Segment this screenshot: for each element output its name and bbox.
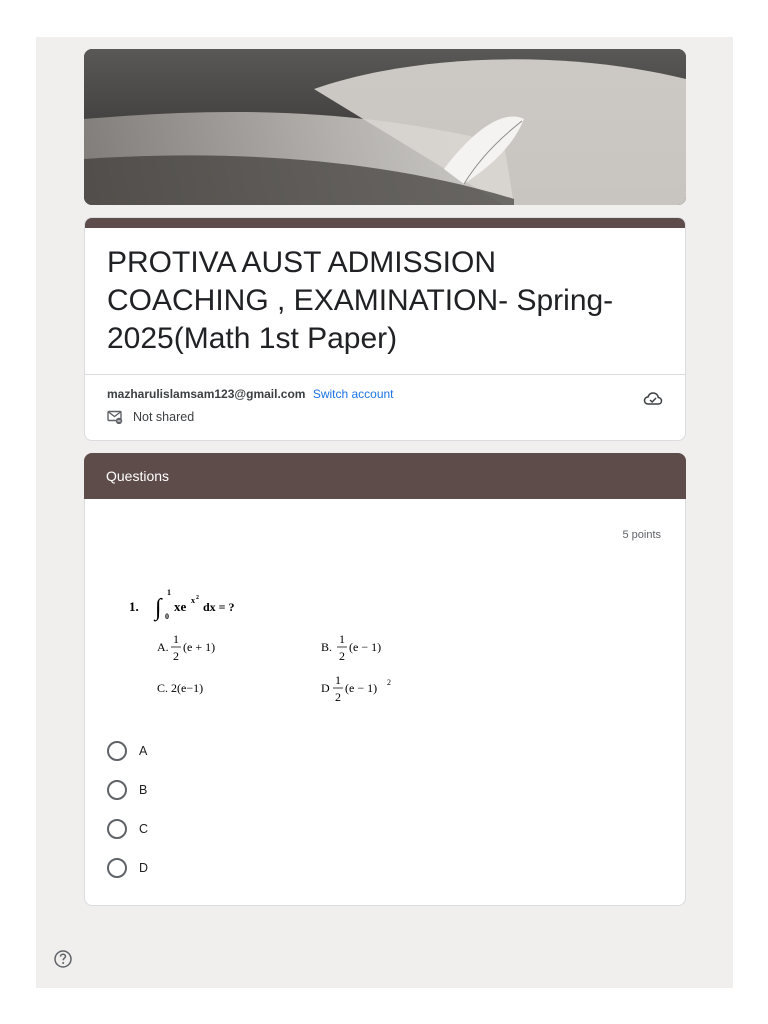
option-label: C bbox=[139, 821, 149, 836]
integral-exponent-power: 2 bbox=[196, 595, 199, 601]
img-option-a-den: 2 bbox=[173, 649, 179, 663]
img-option-b-expr: (e − 1) bbox=[349, 640, 382, 654]
option-label: D bbox=[139, 860, 149, 875]
radio-button[interactable] bbox=[107, 858, 127, 878]
lower-limit: 0 bbox=[165, 612, 169, 621]
section-title: Questions bbox=[106, 468, 170, 484]
question-image bbox=[121, 579, 441, 719]
account-info bbox=[85, 375, 685, 440]
option-a[interactable] bbox=[107, 731, 148, 770]
img-option-a-num: 1 bbox=[173, 632, 179, 646]
integral-tail: dx = ? bbox=[203, 600, 235, 614]
img-option-d-prefix: D bbox=[321, 681, 330, 695]
img-option-d-expr: (e − 1) bbox=[345, 681, 378, 695]
section-header bbox=[84, 453, 686, 499]
integral-exponent: x bbox=[191, 596, 195, 605]
option-d[interactable] bbox=[107, 848, 148, 887]
form-container bbox=[84, 49, 686, 906]
img-option-b-den: 2 bbox=[339, 649, 345, 663]
option-c[interactable] bbox=[107, 809, 148, 848]
form-title: PROTIVA AUST ADMISSION COACHING , EXAMINATION- Spring-2025(Math 1st Paper) bbox=[107, 246, 614, 355]
option-b[interactable] bbox=[107, 770, 148, 809]
help-icon[interactable] bbox=[53, 949, 73, 974]
answer-options bbox=[107, 731, 148, 887]
question-number: 1. bbox=[129, 599, 139, 614]
account-email: mazharulislamsam123@gmail.com bbox=[107, 387, 306, 401]
radio-button[interactable] bbox=[107, 819, 127, 839]
option-label: A bbox=[139, 743, 148, 758]
img-option-c: C. 2(e−1) bbox=[157, 681, 204, 695]
option-label: B bbox=[139, 782, 148, 797]
question-points: 5 points bbox=[622, 529, 661, 541]
radio-button[interactable] bbox=[107, 741, 127, 761]
upper-limit: 1 bbox=[167, 588, 171, 597]
img-option-a-expr: (e + 1) bbox=[183, 640, 216, 654]
radio-button[interactable] bbox=[107, 780, 127, 800]
form-title-card bbox=[84, 217, 686, 441]
cloud-check-icon[interactable] bbox=[643, 391, 663, 412]
img-option-b-prefix: B. bbox=[321, 640, 333, 654]
mail-not-shared-icon bbox=[107, 410, 123, 424]
not-shared-label: Not shared bbox=[133, 410, 195, 424]
img-option-b-num: 1 bbox=[339, 632, 345, 646]
img-option-a-prefix: A. bbox=[157, 640, 169, 654]
question-card bbox=[84, 499, 686, 906]
img-option-d-sup: 2 bbox=[387, 678, 391, 687]
header-banner-image bbox=[84, 49, 686, 205]
integral-sign-icon: ∫ bbox=[155, 595, 162, 621]
title-accent-bar bbox=[85, 218, 685, 228]
img-option-d-den: 2 bbox=[335, 690, 341, 704]
img-option-d-num: 1 bbox=[335, 673, 341, 687]
switch-account-link[interactable]: Switch account bbox=[312, 387, 394, 401]
integral-text: xe bbox=[174, 599, 187, 614]
